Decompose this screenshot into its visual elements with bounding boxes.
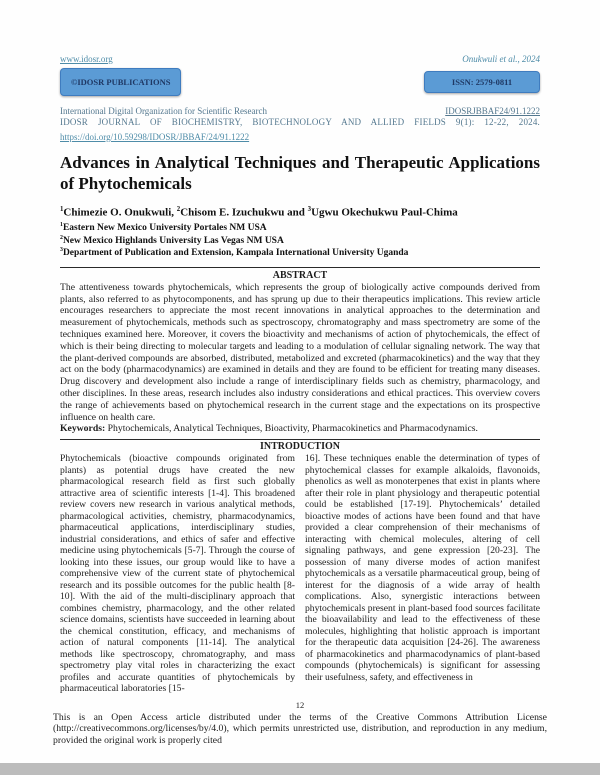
page-bottom-edge (0, 763, 600, 775)
introduction-heading: INTRODUCTION (259, 441, 340, 453)
author-affiliation-sup: 3 (307, 206, 312, 214)
affiliation-line: $^1$Eastern New Mexico University Portales NM USA (60, 221, 267, 233)
abstract-text: The attentiveness towards phytochemicals, which represents the group of biologically active compounds derived from plants, also referred to as phytocomponents, and has sprung up due to their therapeutics implications. This review article encourages researchers to appreciate the most recent innovations in analytical approaches to the determination and measurement of phytochemicals, methods such as spectroscopy, chromatography and mass spectrometry are some of the techniques examined here. Moreover, it covers the bioactivity and mechanisms of action of phytochemicals, the effect of which is their being directing to molecular targets and leading to a modulation of cellular signaling network. The way that the plant-derived compounds are absorbed, distributed, metabolized and excreted (pharmacokinetics) and the way that they act on the body (pharmacodynamics) are examined in details and they are found to be efficient for treating many diseases. Drug discovery and development also include a range of interdisciplinary fields such as chemistry, pharmacology, and other disciplines. In these areas, research includes also industry considerations and ethical practices. This overview covers the range of achievements based on phytochemical research in the current stage and the expectations on its prospective influence on health care. (60, 281, 540, 423)
introduction-column-right: 16]. These techniques enable the determination of types of phytochemical classes for example alkaloids, flavonoids, phenolics as well as monoterpenes that exist in plants where after their role in plant physiology and therapeutic potential could be established [17-19]. Phytochemicals’ detailed bioactive modes of actions have been found and that have provided a clear comprehension of their mechanisms of interacting with chemical molecules, altering of cell signaling pathways, and gene expression [20-23]. The possession of many diverse modes of action manifest phytochemicals as a versatile pharmaceutical group, being of interest for the diagnosis of a wide array of health complications. Also, synergistic interactions between phytochemicals present in plant-based food sources facilitate the bioavailability and lead to the effectiveness of these molecules, highlighting that holistic approach is important for the therapeutic data acquisition [24-26]. The awareness of pharmacokinetics and pharmacodynamics of plant-based compounds (phytochemicals) is significant for assessing their usefulness, safety, and effectiveness in (305, 453, 540, 683)
header-row-top (60, 54, 540, 64)
affiliation-sup: 1 (60, 221, 63, 228)
affiliation-line: $^2$New Mexico Highlands University Las Vegas NM USA (60, 234, 284, 246)
affiliation-line: $^3$Department of Publication and Extension, Kampala International University Uganda (60, 247, 409, 259)
manuscript-ref-link[interactable]: IDOSRJBBAF24/91.1222 (445, 106, 540, 116)
keywords-text: Phytochemicals, Analytical Techniques, Bioactivity, Pharmacokinetics and Pharmacodynamics. (105, 423, 478, 435)
header-row-organization (60, 106, 540, 116)
page-number: 12 (295, 699, 305, 710)
affiliation-sup: 3 (60, 247, 63, 254)
divider-above-abstract (60, 267, 540, 268)
affiliation-sup: 2 (60, 234, 63, 241)
doi-link[interactable]: https://doi.org/10.59298/IDOSR/JBBAF/24/91.1222 (60, 132, 250, 142)
affiliations (60, 222, 540, 260)
article-title: Advances in Analytical Techniques and Therapeutic Applications of Phytochemicals (60, 153, 540, 194)
organization-name: International Digital Organization for Scientific Research (60, 106, 268, 116)
keywords-label: Keywords: (60, 423, 106, 435)
license-text: This is an Open Access article distributed under the terms of the Creative Commons Attribution License (http://creativecommons.org/licenses/by/4.0), which permits unrestricted use, distribution, and reproduction in any medium, provided the original work is properly cited (53, 711, 547, 747)
issn-badge: ISSN: 2579-0811 (424, 71, 540, 93)
keywords-line (60, 423, 540, 435)
introduction-column-left: Phytochemicals (bioactive compounds originated from plants) as potential drugs have created the new pharmacological research field as first such globally attractive area of scientific interests [1-4]. This broadened review covers new research in various analytical methods, pharmacological activities, chemistry, pharmacodynamics, pharmaceutical applications, interdisciplinary studies, industrial considerations, and ethics of safer and effective medicine using phytochemicals [5-7]. Through the course of looking into these issues, our group would like to have a comprehensive view of the current state of phytochemical research and its possible outcomes for the public health [8-10]. With the aid of the multi-disciplinary approach that combines chemistry, pharmacology, and the other related science domains, scientists have succeeded in learning about the chemical constitution, efficacy, and mechanisms of action of natural components [11-14]. The analytical methods like spectroscopy, chromatography, and mass spectrometry play vital roles in characterizing the exact profiles and accurate quantities of phytochemicals by pharmaceutical laboratories [15- (60, 453, 295, 695)
abstract-heading: ABSTRACT (272, 269, 328, 281)
running-head-citation: Onukwuli et al., 2024 (462, 54, 540, 64)
idosr-publications-badge: ©IDOSR PUBLICATIONS (60, 68, 181, 96)
idosr-website-link[interactable]: www.idosr.org (60, 54, 113, 64)
header-row-badges (60, 68, 540, 96)
introduction-columns (60, 453, 540, 695)
author-affiliation-sup: 2 (176, 206, 181, 214)
authors-line: $^1$Chimezie O. Onukwuli, $^2$Chisom E. Izuchukwu and $^3$Ugwu Okechukwu Paul-Chima (60, 206, 458, 219)
divider-above-introduction (60, 439, 540, 440)
journal-title-line: IDOSR JOURNAL OF BIOCHEMISTRY, BIOTECHNOLOGY AND ALLIED FIELDS 9(1): 12-22, 2024. (60, 117, 540, 127)
author-affiliation-sup: 1 (60, 206, 64, 214)
